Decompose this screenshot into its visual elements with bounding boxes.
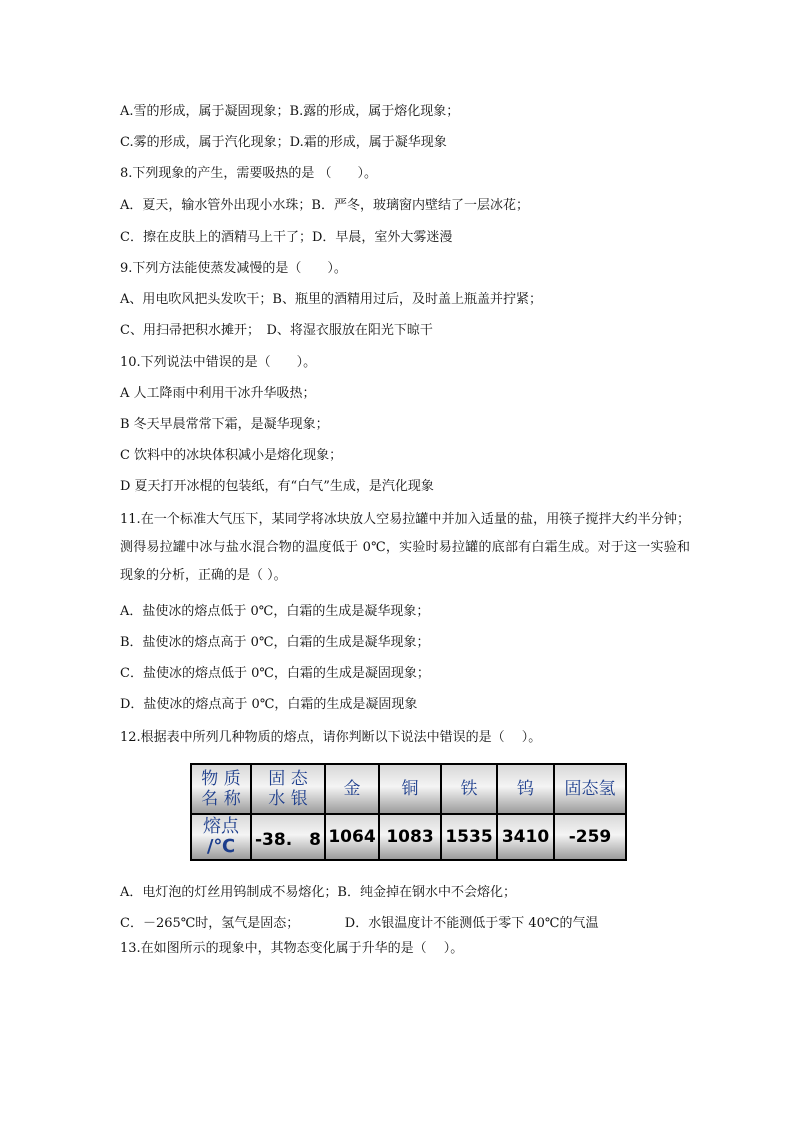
question-7-options-ab: A.雪的形成，属于凝固现象；B.露的形成，属于熔化现象；	[120, 104, 460, 119]
table-value-cell: 1064	[325, 814, 379, 860]
question-11-option-d: D．盐使冰的熔点高于 0℃，白霜的生成是凝固现象	[120, 697, 418, 712]
table-header-cell: 铁	[441, 764, 497, 814]
table-header-cell: 金	[325, 764, 379, 814]
question-12-options-ab: A．电灯泡的灯丝用钨制成不易熔化；B．纯金掉在钢水中不会熔化；	[120, 885, 516, 900]
question-8-options-ab: A．夏天，输水管外出现小水珠；B．严冬，玻璃窗内壁结了一层冰花；	[120, 198, 529, 213]
table-value-cell: 3410	[497, 814, 554, 860]
question-10-option-c: C 饮料中的冰块体积减小是熔化现象；	[120, 448, 343, 463]
table-value-label: 熔点 /℃	[191, 814, 251, 860]
melting-point-table	[190, 763, 627, 861]
table-header-row	[191, 764, 626, 814]
question-11-option-a: A．盐使冰的熔点低于 0℃，白霜的生成是凝华现象；	[120, 604, 430, 619]
question-11-option-b: B．盐使冰的熔点高于 0℃，白霜的生成是凝华现象；	[120, 635, 430, 650]
table-header-cell: 固 态 水 银	[251, 764, 325, 814]
question-9-options-ab: A、用电吹风把头发吹干；B、瓶里的酒精用过后，及时盖上瓶盖并拧紧；	[120, 292, 542, 307]
table-header-cell: 铜	[379, 764, 441, 814]
question-12-options-cd: C．－265℃时，氢气是固态； D．水银温度计不能测低于零下 40℃的气温	[120, 916, 599, 931]
question-7-options-cd: C.雾的形成，属于汽化现象；D.霜的形成，属于凝华现象	[120, 135, 447, 150]
table-header-cell: 固态氢	[554, 764, 626, 814]
question-10-option-b: B 冬天早晨常常下霜，是凝华现象；	[120, 417, 329, 432]
question-8-options-cd: C．擦在皮肤上的酒精马上干了；D．早晨，室外大雾迷漫	[120, 230, 453, 245]
table-value-cell: 1535	[441, 814, 497, 860]
question-13-stem: 13.在如图所示的现象中，其物态变化属于升华的是（ ）。	[120, 941, 464, 956]
question-10-option-d: D 夏天打开冰棍的包装纸，有“白气”生成，是汽化现象	[120, 479, 434, 494]
table-header-cell: 钨	[497, 764, 554, 814]
question-9-stem: 9.下列方法能使蒸发减慢的是（ ）。	[120, 261, 347, 276]
question-9-options-cd: C、用扫帚把积水摊开； D、将湿衣服放在阳光下晾干	[120, 323, 433, 338]
question-12-stem: 12.根据表中所列几种物质的熔点，请你判断以下说法中错误的是（ ）。	[120, 730, 542, 745]
question-8-stem: 8.下列现象的产生，需要吸热的是 （ ）。	[120, 166, 378, 181]
question-11-stem: 11.在一个标准大气压下，某同学将冰块放人空易拉罐中并加入适量的盐，用筷子搅拌大约半分钟；测得易拉罐中冰与盐水混合物的温度低于 0℃，实验时易拉罐的底部有白霜生成。对于这一实验和现象的分析，正确的是（ ）。	[120, 512, 690, 583]
table-value-row	[191, 814, 626, 860]
question-10-stem: 10.下列说法中错误的是（ ）。	[120, 355, 317, 370]
table-header-label: 物 质 名 称	[191, 764, 251, 814]
table-value-cell: -259	[554, 814, 626, 860]
table-value-cell: -38. 8	[251, 814, 325, 860]
question-11-option-c: C．盐使冰的熔点低于 0℃，白霜的生成是凝固现象；	[120, 666, 430, 681]
question-10-option-a: A 人工降雨中利用干冰升华吸热；	[120, 386, 316, 401]
table-value-cell: 1083	[379, 814, 441, 860]
